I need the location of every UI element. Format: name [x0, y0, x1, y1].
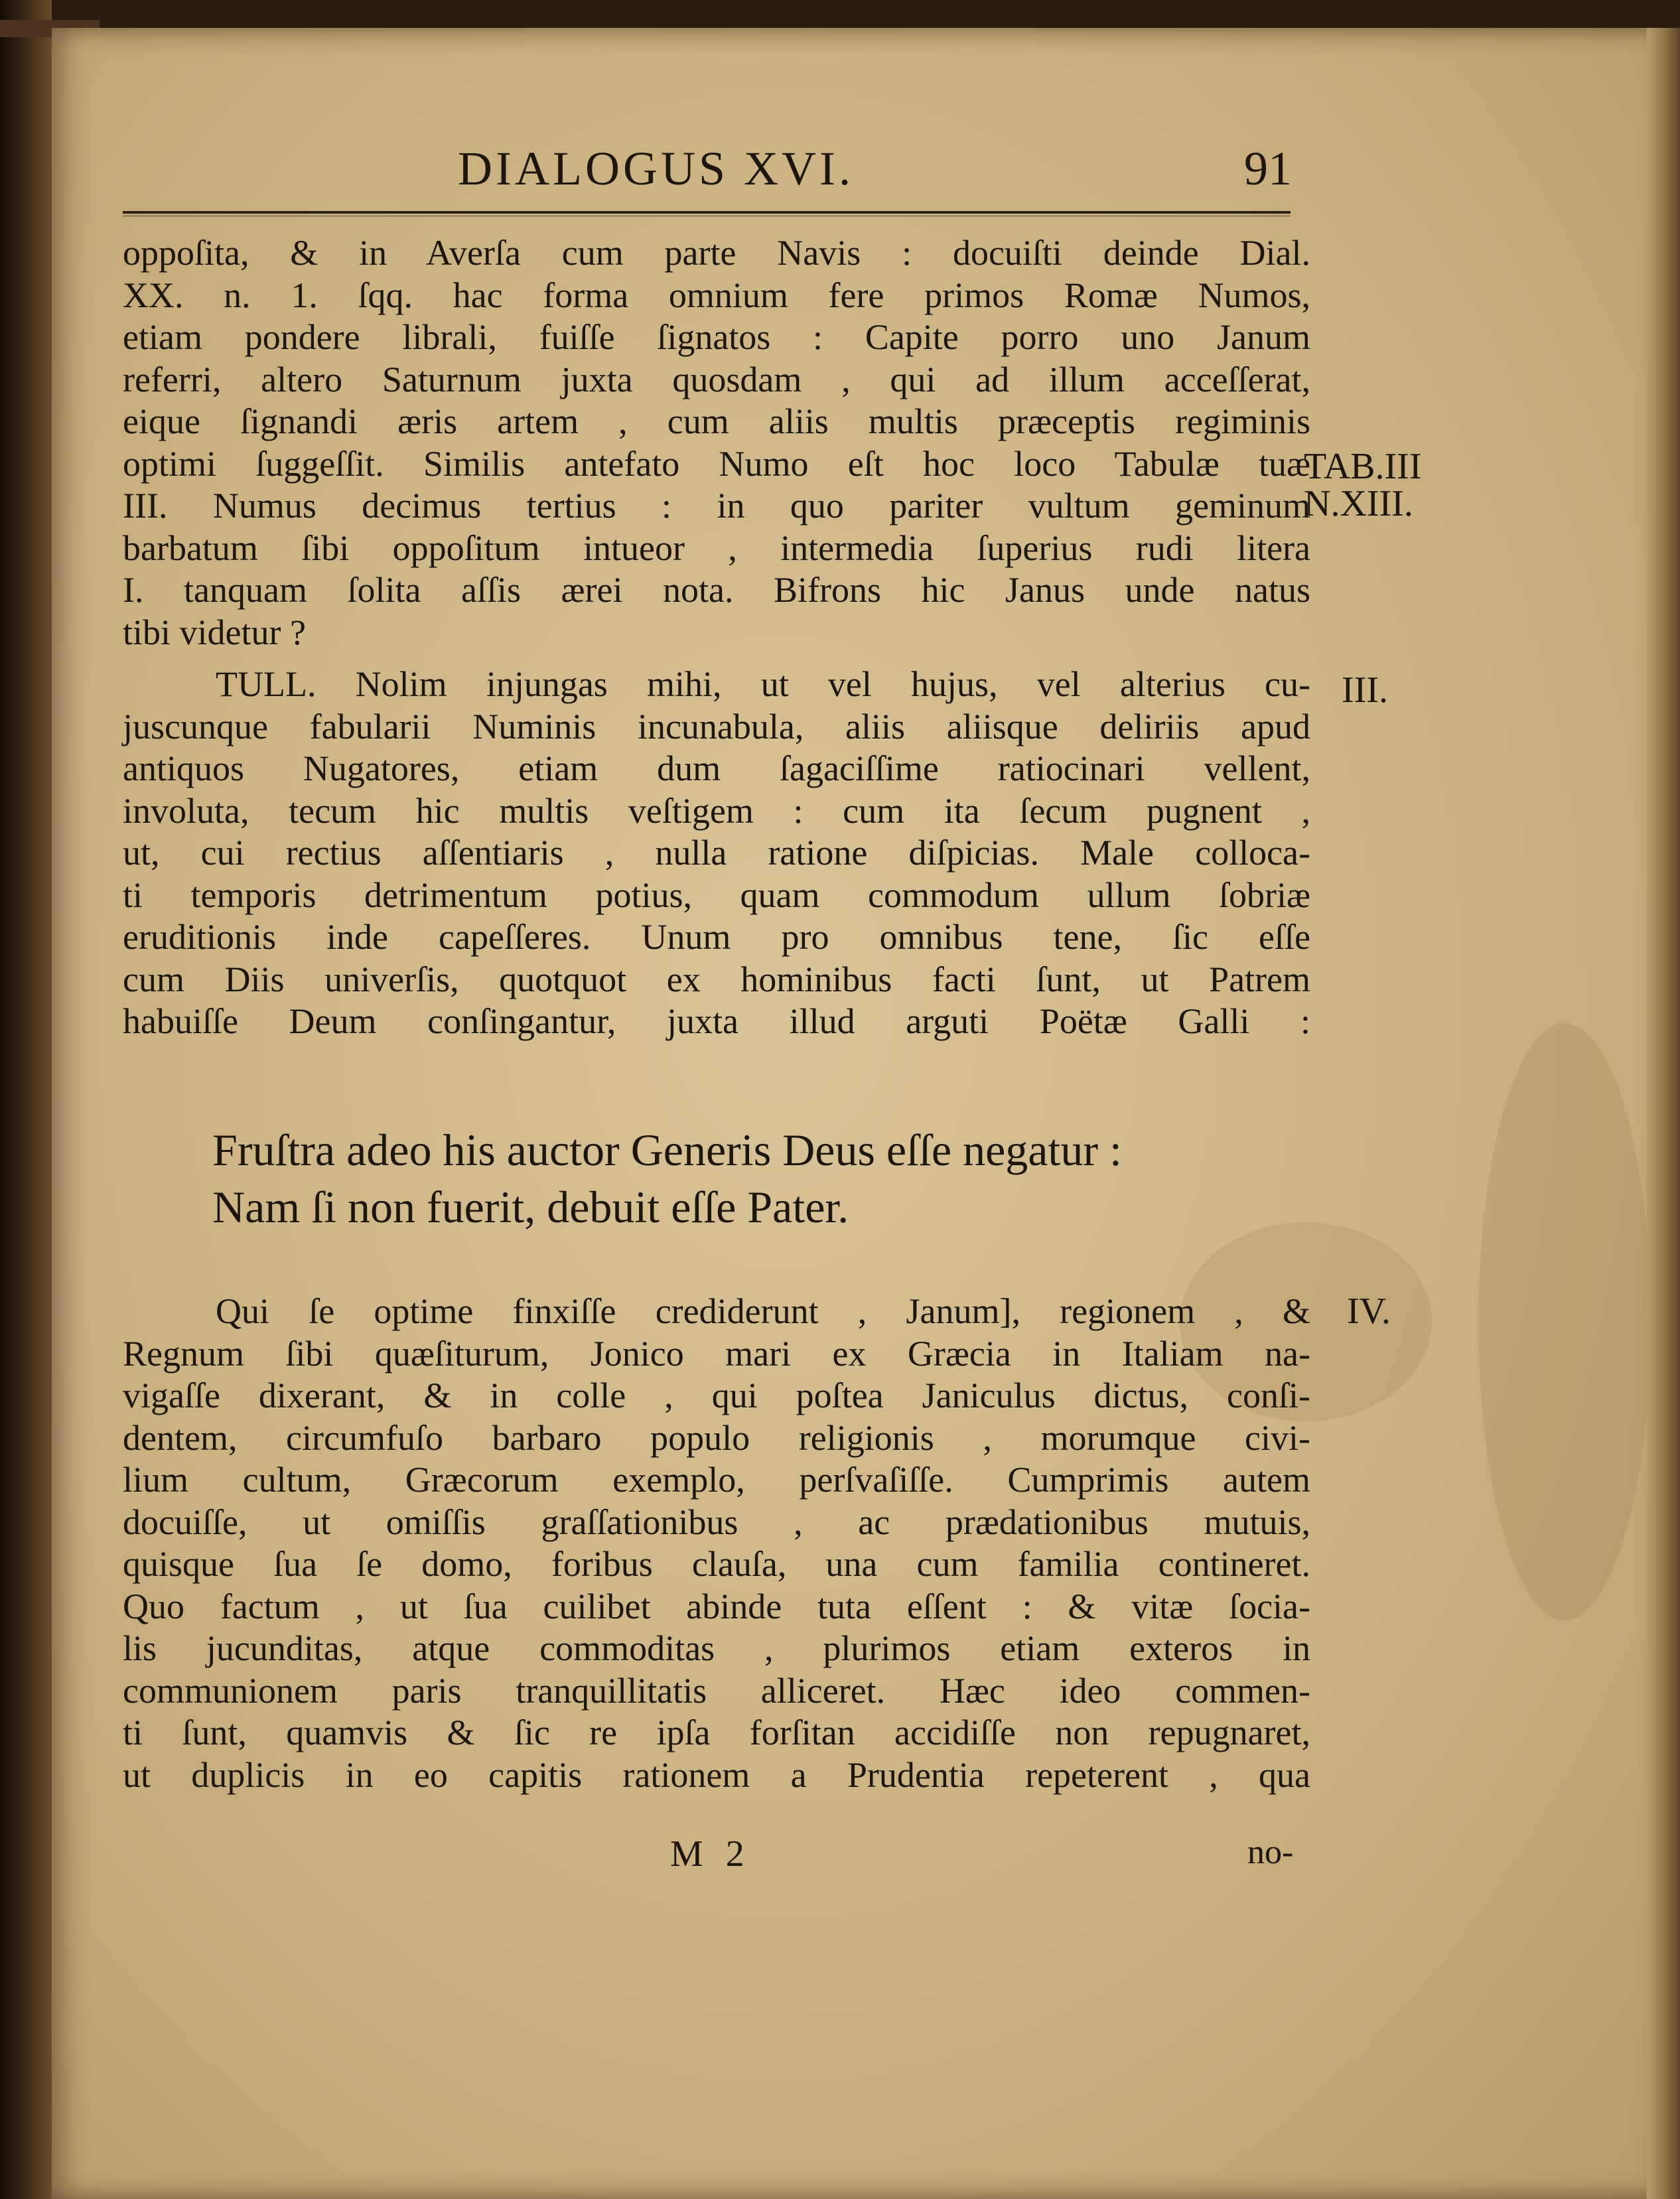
margin-note-section-iii: III.: [1342, 670, 1388, 711]
paragraph-1: [123, 232, 1310, 654]
text-line: vigaſſe dixerant, & in colle , qui poſtea Janiculus dictus, conſi-: [123, 1376, 1310, 1415]
text-line: III. Numus decimus tertius : in quo pariter vultum geminum: [123, 486, 1310, 526]
text-line: involuta, tecum hic multis veſtigem : cum ita ſecum pugnent ,: [123, 790, 1310, 831]
paragraph-3: [123, 1291, 1310, 1796]
text-line: etiam pondere librali, fuiſſe ſignatos : Capite porro uno Janum: [123, 317, 1310, 357]
text-line: Qui ſe optime finxiſſe crediderunt , Janum], regionem , &: [216, 1291, 1310, 1331]
page-edge: [1647, 28, 1680, 2199]
text-line: tibi videtur ?: [123, 612, 306, 652]
text-line: lis jucunditas, atque commoditas , plurimos etiam exteros in: [123, 1628, 1310, 1668]
margin-note-line: N.XIII.: [1304, 483, 1413, 524]
paragraph-2: [123, 664, 1310, 1043]
text-line: dentem, circumfuſo barbaro populo religionis , morumque civi-: [123, 1417, 1310, 1458]
margin-note-plate: [1304, 448, 1421, 522]
text-line: ut duplicis in eo capitis rationem a Prudentia repeterent , qua: [123, 1754, 1310, 1795]
text-line: ut, cui rectius aſſentiaris , nulla ratione diſpicias. Male colloca-: [123, 833, 1310, 873]
text-line: habuiſſe Deum conſingantur, juxta illud arguti Poëtæ Galli :: [123, 1001, 1310, 1041]
text-line: communionem paris tranquillitatis alliceret. Hæc ideo commen-: [123, 1670, 1310, 1711]
text-line: Quo factum , ut ſua cuilibet abinde tuta eſſent : & vitæ ſocia-: [123, 1586, 1310, 1626]
text-line: barbatum ſibi oppoſitum intueor , intermedia ſuperius rudi litera: [123, 528, 1310, 568]
text-line: ti temporis detrimentum potius, quam commodum ullum ſobriæ: [123, 875, 1310, 915]
text-line: TULL. Nolim injungas mihi, ut vel hujus, vel alterius cu-: [216, 664, 1310, 704]
header-rule: [123, 211, 1291, 216]
text-line: eruditionis inde capeſſeres. Unum pro omnibus tene, ſic eſſe: [123, 917, 1310, 957]
catchword: no-: [1247, 1833, 1294, 1871]
signature-mark: M 2: [670, 1833, 751, 1875]
page-number: 91: [1244, 142, 1292, 195]
text-line: lium cultum, Græcorum exemplo, perſvaſiſſe. Cumprimis autem: [123, 1460, 1310, 1500]
running-title: DIALOGUS XVI.: [458, 142, 854, 195]
text-line: docuiſſe, ut omiſſis graſſationibus , ac prædationibus mutuis,: [123, 1502, 1310, 1542]
text-line: antiquos Nugatores, etiam dum ſagaciſſime ratiocinari vellent,: [123, 748, 1310, 788]
text-line: juscunque fabularii Numinis incunabula, aliis aliisque deliriis apud: [123, 706, 1310, 746]
text-line: eique ſignandi æris artem , cum aliis multis præceptis regiminis: [123, 401, 1310, 441]
text-line: quisque ſua ſe domo, foribus clauſa, una cum familia contineret.: [123, 1544, 1310, 1584]
text-line: oppoſita, & in Averſa cum parte Navis : docuiſti deinde Dial.: [123, 233, 1310, 273]
text-line: optimi ſuggeſſit. Similis antefato Numo eſt hoc loco Tabulæ tuæ: [123, 443, 1310, 484]
margin-note-line: TAB.III: [1304, 446, 1422, 487]
verse-quotation: [212, 1121, 1314, 1236]
paper-stain: [1478, 1023, 1651, 1620]
text-line: cum Diis univerſis, quotquot ex hominibus facti ſunt, ut Patrem: [123, 959, 1310, 999]
text-line: I. tanquam ſolita aſſis ærei nota. Bifrons hic Janus unde natus: [123, 570, 1310, 610]
text-line: XX. n. 1. ſqq. hac forma omnium fere primos Romæ Numos,: [123, 275, 1310, 315]
verse-line: Nam ſi non fuerit, debuit eſſe Pater.: [212, 1182, 849, 1232]
text-line: Regnum ſibi quæſiturum, Jonico mari ex Græcia in Italiam na-: [123, 1333, 1310, 1374]
book-spine: [0, 0, 52, 2199]
margin-note-section-iv: IV.: [1347, 1291, 1391, 1332]
text-line: referri, altero Saturnum juxta quosdam , qui ad illum acceſſerat,: [123, 359, 1310, 399]
verse-line: Fruſtra adeo his auctor Generis Deus eſſe negatur :: [212, 1125, 1122, 1175]
text-line: ti ſunt, quamvis & ſic re ipſa forſitan accidiſſe non repugnaret,: [123, 1713, 1310, 1752]
